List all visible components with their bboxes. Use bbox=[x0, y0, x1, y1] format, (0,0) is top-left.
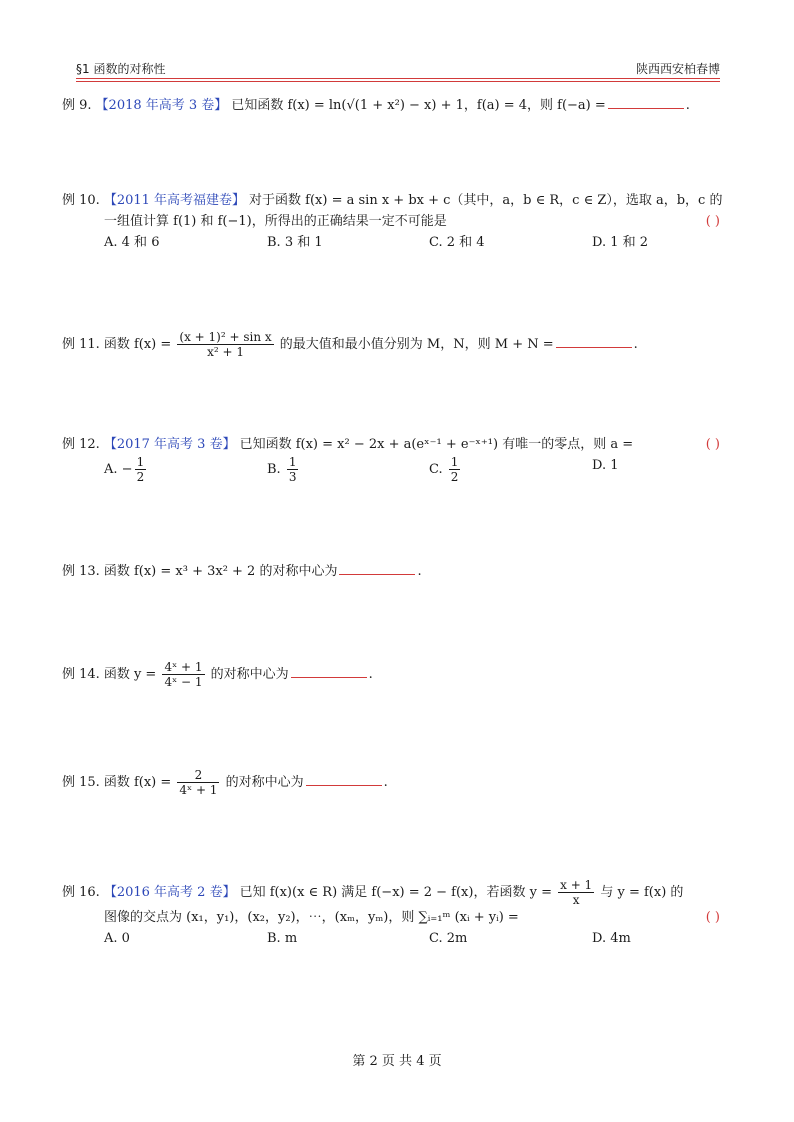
options-row bbox=[62, 928, 720, 949]
example-label: 例 15. bbox=[62, 775, 100, 790]
example-11 bbox=[62, 330, 720, 359]
fraction bbox=[162, 660, 204, 689]
example-label: 例 11. bbox=[62, 337, 100, 352]
option-c[interactable] bbox=[429, 455, 462, 484]
sentence-end: . bbox=[633, 337, 638, 352]
answer-paren[interactable]: ( ) bbox=[705, 437, 720, 452]
example-13 bbox=[62, 560, 720, 582]
example-text-pre: 函数 f(x) = bbox=[103, 337, 172, 352]
fraction-denominator: 3 bbox=[288, 470, 297, 484]
example-source: 【2011 年高考福建卷】 bbox=[103, 193, 246, 208]
example-text-line2: 一组值计算 f(1) 和 f(−1)，所得出的正确结果一定不可能是 bbox=[104, 214, 447, 229]
fraction bbox=[177, 768, 219, 797]
sentence-end: . bbox=[383, 775, 388, 790]
option-letter: A. bbox=[104, 462, 118, 477]
sentence-end: . bbox=[368, 667, 373, 682]
option-a[interactable] bbox=[104, 455, 148, 484]
page-header bbox=[76, 60, 720, 76]
header-section-title: §1 函数的对称性 bbox=[76, 62, 166, 76]
fraction-numerator: 1 bbox=[288, 455, 297, 469]
answer-paren[interactable]: ( ) bbox=[705, 910, 720, 925]
fraction bbox=[287, 455, 299, 484]
example-label: 例 16. bbox=[62, 885, 100, 900]
answer-paren[interactable]: ( ) bbox=[705, 214, 720, 229]
fraction-denominator: 4ˣ − 1 bbox=[164, 675, 203, 689]
page-footer: 第 2 页 共 4 页 bbox=[352, 1054, 442, 1069]
option-d[interactable] bbox=[592, 455, 619, 476]
example-12 bbox=[62, 434, 720, 489]
option-letter: B. bbox=[267, 462, 281, 477]
option-d[interactable]: D. 1 和 2 bbox=[592, 235, 649, 250]
option-value: 1 bbox=[610, 458, 619, 473]
example-label: 例 12. bbox=[62, 437, 100, 452]
answer-blank[interactable] bbox=[339, 560, 415, 575]
example-14 bbox=[62, 660, 720, 689]
fraction bbox=[177, 330, 273, 359]
fraction-denominator: 2 bbox=[450, 470, 459, 484]
example-text-line1b: 与 y = f(x) 的 bbox=[600, 885, 684, 900]
header-rule-thick bbox=[76, 78, 720, 79]
fraction-numerator: 2 bbox=[177, 768, 219, 783]
header-author: 陕西西安柏春博 bbox=[635, 62, 720, 76]
fraction-denominator: 4ˣ + 1 bbox=[179, 783, 218, 797]
example-source: 【2017 年高考 3 卷】 bbox=[103, 437, 236, 452]
sentence-end: . bbox=[417, 564, 422, 579]
fraction-denominator: x² + 1 bbox=[207, 345, 244, 359]
fraction bbox=[449, 455, 461, 484]
example-label: 例 13. bbox=[62, 564, 100, 579]
example-text-post: 的对称中心为 bbox=[210, 667, 289, 682]
fraction-numerator: 4ˣ + 1 bbox=[164, 660, 203, 674]
fraction bbox=[558, 878, 594, 907]
option-b[interactable]: B. m bbox=[267, 931, 298, 946]
option-b[interactable]: B. 3 和 1 bbox=[267, 235, 323, 250]
fraction-numerator: 1 bbox=[450, 455, 459, 469]
option-sign: − bbox=[121, 462, 133, 477]
option-a[interactable]: A. 4 和 6 bbox=[104, 235, 160, 250]
fraction bbox=[135, 455, 147, 484]
options-row bbox=[62, 455, 720, 489]
answer-blank[interactable] bbox=[556, 333, 632, 348]
example-text-line1: 对于函数 f(x) = a sin x + bx + c（其中，a，b ∈ R，c ∈ Z），选取 a，b，c 的 bbox=[249, 193, 723, 208]
option-d[interactable]: D. 4m bbox=[592, 931, 631, 946]
example-15 bbox=[62, 768, 720, 797]
example-9 bbox=[62, 94, 720, 116]
fraction-denominator: 2 bbox=[136, 470, 145, 484]
example-text-line2: 图像的交点为 (x₁，y₁)，(x₂，y₂)，⋯，(xₘ，yₘ)，则 ∑ᵢ₌₁ᵐ (xᵢ + yᵢ) = bbox=[104, 910, 519, 925]
fraction-denominator: x bbox=[572, 893, 580, 907]
example-text-post: 的对称中心为 bbox=[225, 775, 304, 790]
example-text: 已知函数 f(x) = x² − 2x + a(eˣ⁻¹ + e⁻ˣ⁺¹) 有唯一的零点，则 a = bbox=[239, 437, 634, 452]
example-16 bbox=[62, 878, 720, 949]
fraction-numerator: x + 1 bbox=[560, 878, 593, 892]
option-b[interactable] bbox=[267, 455, 300, 484]
example-text-pre: 函数 f(x) = bbox=[103, 775, 172, 790]
option-c[interactable]: C. 2 和 4 bbox=[429, 235, 485, 250]
example-text: 已知函数 f(x) = ln(√(1 + x²) − x) + 1，f(a) = 4，则 f(−a) = bbox=[231, 98, 606, 113]
example-label: 例 9. bbox=[62, 98, 92, 113]
options-row bbox=[62, 232, 720, 253]
answer-blank[interactable] bbox=[608, 94, 684, 109]
answer-blank[interactable] bbox=[291, 663, 367, 678]
header-rule-thin bbox=[76, 81, 720, 82]
option-letter: D. bbox=[592, 458, 607, 473]
example-text-post: 的最大值和最小值分别为 M，N，则 M + N = bbox=[279, 337, 554, 352]
example-label: 例 10. bbox=[62, 193, 100, 208]
example-text-pre: 函数 y = bbox=[103, 667, 157, 682]
example-label: 例 14. bbox=[62, 667, 100, 682]
example-10 bbox=[62, 190, 723, 253]
answer-blank[interactable] bbox=[306, 771, 382, 786]
example-source: 【2018 年高考 3 卷】 bbox=[95, 98, 228, 113]
option-a[interactable]: A. 0 bbox=[104, 931, 130, 946]
option-c[interactable]: C. 2m bbox=[429, 931, 468, 946]
fraction-numerator: (x + 1)² + sin x bbox=[179, 330, 272, 344]
example-source: 【2016 年高考 2 卷】 bbox=[103, 885, 236, 900]
option-letter: C. bbox=[429, 462, 443, 477]
fraction-numerator: 1 bbox=[136, 455, 145, 469]
sentence-end: . bbox=[685, 98, 690, 113]
example-text-line1a: 已知 f(x)(x ∈ R) 满足 f(−x) = 2 − f(x)，若函数 y = bbox=[239, 885, 552, 900]
example-text: 函数 f(x) = x³ + 3x² + 2 的对称中心为 bbox=[103, 564, 338, 579]
